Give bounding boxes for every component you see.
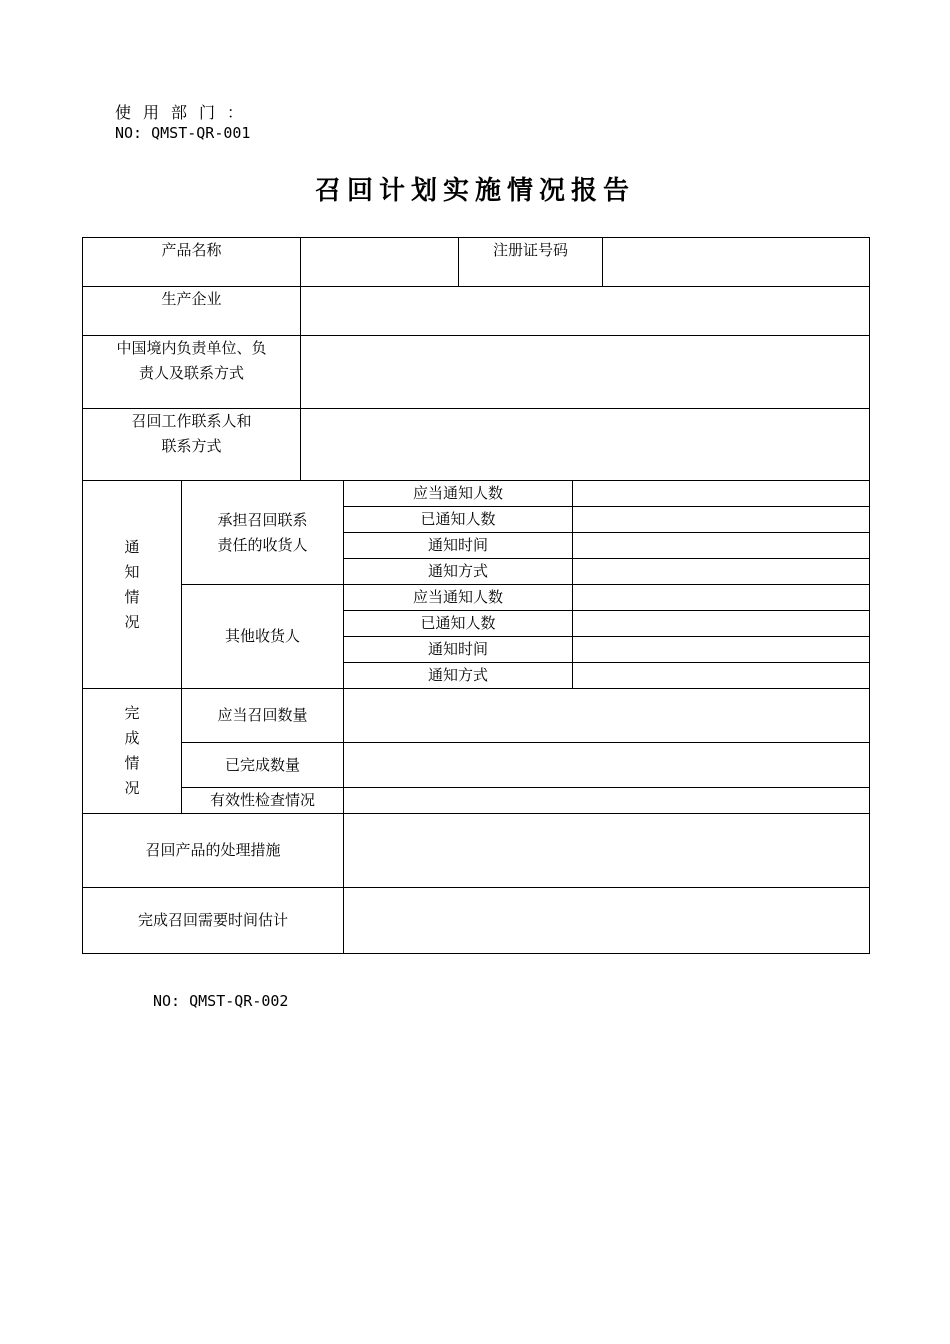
effectiveness-check-label: 有效性检查情况: [182, 788, 344, 814]
notify-char: 况: [124, 612, 140, 631]
notify-field-label: 已通知人数: [344, 507, 573, 533]
recall-report-form: [82, 237, 870, 954]
china-agent-value[interactable]: [301, 336, 870, 409]
effectiveness-check-value[interactable]: [344, 788, 870, 814]
notify-field-label: 已通知人数: [344, 611, 573, 637]
recall-contact-value[interactable]: [301, 409, 870, 481]
recall-contact-label: [83, 409, 301, 481]
notify-group2-label: 其他收货人: [182, 585, 344, 689]
china-agent-label-line1: 中国境内负责单位、负: [116, 339, 267, 357]
notify-group1-line2: 责任的收货人: [217, 535, 308, 554]
completion-row: [83, 689, 870, 743]
notify-row: [83, 481, 870, 507]
row-product-name: [83, 238, 870, 287]
row-china-agent: [83, 336, 870, 409]
notify-field-label: 通知时间: [344, 637, 573, 663]
recall-contact-label-line2: 联系方式: [161, 437, 222, 455]
completion-char: 情: [124, 754, 140, 772]
notify-char: 通: [124, 537, 140, 556]
completed-qty-value[interactable]: [344, 743, 870, 788]
notify-group1-line1: 承担召回联系: [217, 510, 308, 529]
completion-row: [83, 743, 870, 788]
notify-field-label: 通知时间: [344, 533, 573, 559]
row-recall-contact: [83, 409, 870, 481]
notify-section-label: [83, 481, 182, 689]
notify-field-value[interactable]: [573, 507, 870, 533]
notify-field-value[interactable]: [573, 663, 870, 689]
row-time-estimate: [83, 888, 870, 954]
row-disposal-measures: [83, 814, 870, 888]
should-recall-qty-value[interactable]: [344, 689, 870, 743]
notify-field-label: 通知方式: [344, 559, 573, 585]
product-name-label: 产品名称: [83, 238, 301, 287]
disposal-measures-value[interactable]: [344, 814, 870, 888]
completion-char: 成: [124, 729, 140, 747]
time-estimate-value[interactable]: [344, 888, 870, 954]
registration-no-value[interactable]: [603, 238, 870, 287]
notify-field-label: 应当通知人数: [344, 585, 573, 611]
should-recall-qty-label: 应当召回数量: [182, 689, 344, 743]
notify-char: 知: [124, 562, 140, 581]
completion-char: 况: [124, 779, 140, 797]
completed-qty-label: 已完成数量: [182, 743, 344, 788]
time-estimate-label: 完成召回需要时间估计: [83, 888, 344, 954]
china-agent-label-line2: 责人及联系方式: [139, 364, 245, 382]
notify-char: 情: [124, 587, 140, 606]
notify-field-value[interactable]: [573, 481, 870, 507]
manufacturer-label: 生产企业: [83, 287, 301, 336]
manufacturer-value[interactable]: [301, 287, 870, 336]
registration-no-label: 注册证号码: [459, 238, 603, 287]
notify-field-label: 通知方式: [344, 663, 573, 689]
completion-char: 完: [124, 704, 140, 722]
notify-field-label: 应当通知人数: [344, 481, 573, 507]
notify-field-value[interactable]: [573, 637, 870, 663]
notify-field-value[interactable]: [573, 611, 870, 637]
notify-field-value[interactable]: [573, 559, 870, 585]
disposal-measures-label: 召回产品的处理措施: [83, 814, 344, 888]
china-agent-label: [83, 336, 301, 409]
notify-field-value[interactable]: [573, 533, 870, 559]
page-title: 召回计划实施情况报告: [314, 176, 635, 206]
product-name-value[interactable]: [301, 238, 459, 287]
completion-section-label: [83, 689, 182, 814]
notify-row: [83, 585, 870, 611]
document-number-bottom: NO: QMST-QR-002: [153, 992, 289, 1010]
notify-field-value[interactable]: [573, 585, 870, 611]
completion-row: [83, 788, 870, 814]
row-manufacturer: [83, 287, 870, 336]
document-number-top: NO: QMST-QR-001: [115, 124, 251, 142]
department-label: 使用部门：: [115, 103, 256, 122]
notify-group1-label: [182, 481, 344, 585]
recall-contact-label-line1: 召回工作联系人和: [131, 412, 252, 430]
